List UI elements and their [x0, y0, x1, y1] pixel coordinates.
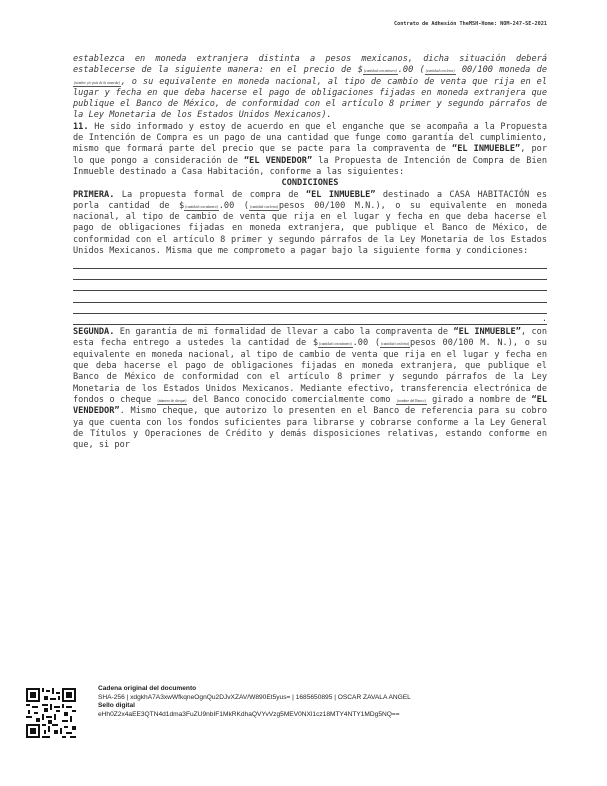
field-cantidad-numero[interactable]: (cantidad con número): [363, 69, 397, 74]
blank-line[interactable]: [73, 303, 547, 314]
paragraph-11: 11. He sido informado y estoy de acuerdo en que el enganche que se acompaña a la Propuesta de Intención de Compra es un pago de una cantidad que funge como garantía del cumplimiento, mismo que formará parte del precio que se pacte para la compraventa de “EL INMUEBLE”, por lo que pongo a consideración de “EL VENDEDOR” la Propuesta de Intención de Compra de Bien Inmueble destinado a Casa Habitación, conforme a las siguientes:: [73, 121, 547, 177]
qr-code-icon: [26, 688, 76, 738]
blank-line[interactable]: [73, 269, 547, 280]
field-cantidad-letra[interactable]: (cantidad con letra): [381, 342, 409, 347]
digital-signature-block: [98, 685, 411, 719]
field-cantidad-numero[interactable]: (cantidad con número): [185, 204, 218, 209]
field-cantidad-letra[interactable]: (cantidad con letra): [249, 204, 278, 209]
paragraph-currency-clause: establezca en moneda extranjera distinta a pesos mexicanos, dicha situación deberá establecerse de la siguiente manera: en el precio de $(cantidad con número).00 ((cantidad con letra) 00/100 moneda de (nombre y/o país de la moneda), o su equivalente en moneda nacional, al tipo de cambio de venta que rija en el lugar y fecha en que deba hacerse el pago de obligaciones fijadas en moneda extranjera que publique el Banco de México, de conformidad con el artículo 8 primer y segundo párrafos de la Ley Monetaria de los Estados Unidos Mexicanos).: [73, 54, 547, 121]
field-cantidad-numero[interactable]: (cantidad con número): [319, 342, 352, 347]
blank-line[interactable]: [73, 291, 547, 302]
field-cantidad-letra[interactable]: (cantidad con letra): [425, 69, 455, 74]
document-body: [73, 54, 547, 451]
blank-line[interactable]: [73, 280, 547, 291]
conditions-title: CONDICIONES: [281, 178, 339, 189]
field-nombre-banco[interactable]: (nombre del Banco): [396, 398, 426, 403]
document-header: Contrato de Adhesión TheMSH-Home: NOM-247-SE-2021: [393, 21, 547, 27]
cadena-original-value: SHA-256 | xdgkhA7A3xwWfkqneOgnQu2DJvXZAV/W890Et5yus= | 1685650895 | OSCAR ZAVALA ANGEL: [98, 693, 411, 701]
paragraph-primera: PRIMERA. La propuesta formal de compra de “EL INMUEBLE” destinado a CASA HABITACIÓN es porla cantidad de $(cantidad con número).00 ((cantidad con letra)pesos 00/100 M.N.), o su equivalente en moneda nacional, al tipo de cambio de venta que rija en el lugar y fecha en que deba hacerse el pago de obligaciones fijadas en moneda extranjera, que publique el Banco de México, de conformidad con el artículo 8 primer y segundo párrafos de la Ley Monetaria de los Estados Unidos Mexicanos. Misma que me comprometo a pagar bajo la siguiente forma y condiciones:: [73, 189, 548, 257]
sello-digital-label: Sello digital: [98, 702, 136, 710]
field-numero-cheque[interactable]: (número de cheque): [157, 398, 187, 403]
cadena-original-label: Cadena original del documento: [98, 685, 197, 692]
blank-line[interactable]: [73, 257, 547, 268]
paragraph-segunda: SEGUNDA. En garantía de mi formalidad de llevar a cabo la compraventa de “EL INMUEBLE”, con esta fecha entrego a ustedes la cantidad de $(cantidad con número).00 ((cantidad con letra)pesos 00/100 M. N.), o su equivalente en moneda nacional, al tipo de cambio de venta que rija en el lugar y fecha en que deba hacerse el pago de obligaciones fijadas en moneda extranjera, que publique el Banco de México de conformidad con el artículo 8 primer y segundo párrafos de la Ley Monetaria de los Estados Unidos Mexicanos. Mediante efectivo, transferencia electrónica de fondos o cheque (número de cheque) del Banco conocido comercialmente como (nombre del Banco) girado a nombre de “EL VENDEDOR”. Mismo cheque, que autorizo lo presenten en el Banco de referencia para su cobro ya que cuenta con los fondos suficientes para librarse y cobrarse conforme a la Ley General de Títulos y Operaciones de Crédito y demás disposiciones relativas, estando conforme en que, si por: [73, 327, 548, 451]
blank-line[interactable]: .: [73, 314, 547, 325]
field-nombre-pais-moneda[interactable]: (nombre y/o país de la moneda): [74, 80, 120, 85]
payment-conditions-blank-lines[interactable]: [73, 257, 547, 325]
sello-digital-value: eHh0Z2x4aEE3QTN4d1dma3FuZU9nbIF1MkRKdhaQVYvVzg5MEV0NXl1cz18MTY4NTY1MDg5NQ==: [98, 710, 400, 718]
